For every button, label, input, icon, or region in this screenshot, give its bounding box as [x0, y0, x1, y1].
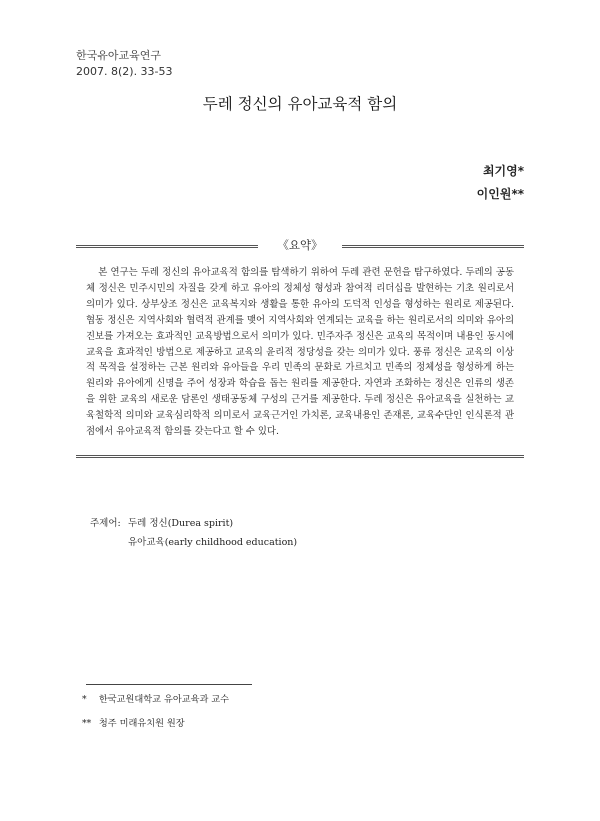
author-2: 이인원**: [476, 187, 524, 201]
journal-name: 한국유아교육연구: [76, 49, 162, 62]
journal-issue: 2007. 8(2). 33-53: [76, 65, 173, 78]
footnote-rule: [86, 684, 252, 685]
abstract-rule-right: [342, 245, 524, 248]
paper-title: 두레 정신의 유아교육적 함의: [202, 95, 398, 113]
footnote-1: [82, 688, 229, 712]
abstract-heading: [76, 236, 524, 256]
footnotes: [82, 688, 229, 736]
footnote-1-text: 한국교원대학교 유아교육과 교수: [98, 694, 230, 705]
keywords-label: 주제어:: [90, 518, 121, 529]
footnote-1-mark: *: [82, 694, 87, 705]
abstract-heading-label: 《요약》: [277, 238, 323, 252]
author-1: 최기영*: [482, 164, 524, 178]
footnote-2-text: 청주 미래유치원 원장: [98, 718, 185, 729]
keywords: [90, 514, 297, 552]
journal-header: [76, 48, 173, 80]
keyword-1: 두레 정신(Durea spirit): [128, 518, 234, 529]
footnote-2-mark: **: [82, 718, 92, 729]
keyword-2: 유아교육(early childhood education): [128, 537, 298, 548]
footnote-2: [82, 712, 229, 736]
author-list: [477, 160, 524, 206]
abstract-bottom-rule: [76, 455, 524, 458]
abstract-text: 본 연구는 두레 정신의 유아교육적 함의를 탐색하기 위하여 두레 관련 문헌을 탐구하였다. 두레의 공동체 정신은 민주시민의 자질을 갖게 하고 유아의 정체성 형성과 참여적 리더십을 발현하는 기초 원리로서 의미가 있다. 상부상조 정신은 교육복지와 생활을 통한 유아의 도덕적 인성을 형성하는 원리로 제공된다. 협동 정신은 지역사회와 협력적 관계를 맺어 지역사회와 연계되는 교육을 하는 원리로서의 의미와 유아의 진보를 가져오는 효과적인 교육방법으로서 의미가 있다. 민주자주 정신은 교육의 목적이며 내용인 동시에 교육을 효과적인 방법으로 제공하고 교육의 윤리적 정당성을 갖는 의미가 있다. 풍류 정신은 교육의 이상적 목적을 설정하는 근본 원리와 유아들을 우리 민족의 문화로 가르치고 민족의 정체성을 형성하게 하는 원리와 유아에게 신명을 주어 성장과 학습을 돕는 원리를 제공한다. 자연과 조화하는 정신은 인류의 생존을 위한 교육의 새로운 담론인 생태공동체 구성의 근거를 제공한다. 두레 정신은 유아교육을 실천하는 교육철학적 의미와 교육심리학적 의미로서 교육근거인 가치론, 교육내용인 존재론, 교육수단인 인식론적 관점에서 유아교육적 함의를 갖는다고 할 수 있다.: [86, 267, 514, 438]
